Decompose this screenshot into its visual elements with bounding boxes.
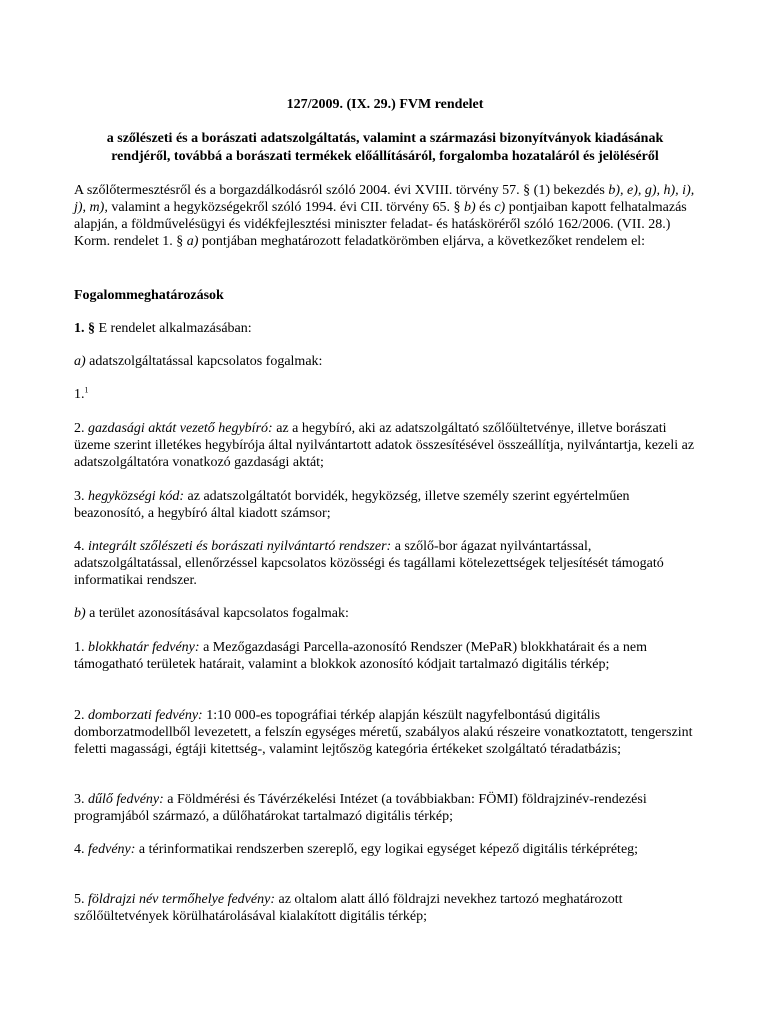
intro-text: és bbox=[475, 200, 495, 215]
item-number: 2. bbox=[74, 708, 88, 723]
definition-text: 1:10 000-es topográfiai térkép alapján készült nagyfelbontású digitális domborzatmodellből levezetett, a felszín egységes méretű, szabályos alakú részeire vonatkoztatott, tengerszint feletti magassági, égtáji kitettség-, valamint lejtőszög kategória értékeket szolgáltató téradatbázis; bbox=[74, 708, 693, 757]
item-number: 3. bbox=[74, 792, 88, 807]
defined-term: földrajzi név termőhelye fedvény: bbox=[88, 892, 275, 907]
point-text: a terület azonosításával kapcsolatos fogalmak: bbox=[85, 606, 349, 621]
defined-term: fedvény: bbox=[88, 842, 136, 857]
item-number: 4. bbox=[74, 539, 88, 554]
item-number: 5. bbox=[74, 892, 88, 907]
definition-text: az oltalom alatt álló földrajzi nevekhez tartozó meghatározott szőlőültetvények körülhatárolásával kialakított digitális térkép; bbox=[74, 892, 623, 924]
defined-term: hegyközségi kód: bbox=[88, 489, 185, 504]
section-1-paragraph bbox=[74, 320, 700, 337]
intro-ref: a) bbox=[186, 234, 199, 249]
intro-ref: b), e), g), h), i), j), m), bbox=[74, 183, 695, 215]
b-item-5-paragraph bbox=[74, 891, 700, 925]
document-title: 127/2009. (IX. 29.) FVM rendelet bbox=[286, 97, 484, 112]
defined-term: gazdasági aktát vezető hegybíró: bbox=[88, 421, 273, 436]
b-item-3-paragraph bbox=[74, 791, 700, 825]
subtitle-line-1: a szőlészeti és a borászati adatszolgáltatás, valamint a származási bizonyítványok kiadásának bbox=[106, 131, 664, 146]
section-text: E rendelet alkalmazásában: bbox=[95, 321, 252, 336]
subtitle-line-2: rendjéről, továbbá a borászati termékek előállításáról, forgalomba hozataláról és jelöléséről bbox=[111, 149, 659, 164]
definition-text: az adatszolgáltatót borvidék, hegyközség, illetve személy szerint egyértelműen beazonosító, a hegybíró által kiadott számsor; bbox=[74, 489, 630, 521]
point-text: adatszolgáltatással kapcsolatos fogalmak: bbox=[85, 354, 323, 369]
intro-ref: b) bbox=[463, 200, 476, 215]
item-2-paragraph bbox=[74, 420, 700, 471]
definition-text: a szőlő-bor ágazat nyilvántartással, adatszolgáltatással, ellenőrzéssel kapcsolatos közösségi és tagállami kötelezettségek teljesítését támogató informatikai rendszer. bbox=[74, 539, 664, 588]
item-1-paragraph bbox=[74, 386, 700, 403]
point-label: a) bbox=[74, 354, 86, 369]
intro-paragraph bbox=[74, 182, 700, 250]
intro-text: pontjaiban kapott felhatalmazás alapján, a földművelésügyi és vidékfejlesztési miniszter feladat- és hatásköréről szóló 162/2006. (VII. 28.) Korm. rendelet 1. § bbox=[74, 200, 687, 249]
definition-text: az a hegybíró, aki az adatszolgáltató szőlőültetvénye, illetve borászati üzeme szerint illetékes hegybírója által nyilvántartott adatok összesítésével összeállítja, nyilvántartja, kezeli az adatszolgáltatóra vonatkozó gazdasági aktát; bbox=[74, 421, 695, 470]
defined-term: domborzati fedvény: bbox=[88, 708, 203, 723]
b-item-1-paragraph bbox=[74, 639, 700, 673]
item-4-paragraph bbox=[74, 538, 700, 589]
intro-ref: c) bbox=[494, 200, 506, 215]
item-3-paragraph bbox=[74, 488, 700, 522]
intro-text: A szőlőtermesztésről és a borgazdálkodásról szóló 2004. évi XVIII. törvény 57. § (1) bekezdés bbox=[74, 183, 609, 198]
item-number: 2. bbox=[74, 421, 88, 436]
item-number: 4. bbox=[74, 842, 88, 857]
point-a-paragraph bbox=[74, 353, 700, 370]
footnote-marker[interactable]: 1 bbox=[84, 385, 89, 395]
definition-text: a Mezőgazdasági Parcella-azonosító Rendszer (MePaR) blokkhatárait és a nem támogatható területek határait, valamint a blokkok azonosító kódjait tartalmazó digitális térkép; bbox=[74, 640, 648, 672]
b-item-2-paragraph bbox=[74, 707, 700, 758]
defined-term: blokkhatár fedvény: bbox=[88, 640, 200, 655]
item-number: 1. bbox=[74, 387, 85, 402]
defined-term: dűlő fedvény: bbox=[88, 792, 164, 807]
point-b-paragraph bbox=[74, 605, 700, 622]
item-number: 1. bbox=[74, 640, 88, 655]
definition-text: a térinformatikai rendszerben szereplő, egy logikai egységet képező digitális térképréteg; bbox=[135, 842, 639, 857]
section-heading: Fogalommeghatározások bbox=[74, 288, 224, 303]
b-item-4-paragraph bbox=[74, 841, 700, 858]
document-subtitle bbox=[60, 130, 710, 166]
point-label: b) bbox=[74, 606, 86, 621]
section-number: 1. § bbox=[74, 321, 95, 336]
defined-term: integrált szőlészeti és borászati nyilvántartó rendszer: bbox=[88, 539, 392, 554]
intro-text: valamint a hegyközségekről szóló 1994. évi CII. törvény 65. § bbox=[107, 200, 464, 215]
item-number: 3. bbox=[74, 489, 88, 504]
definition-text: a Földmérési és Távérzékelési Intézet (a továbbiakban: FÖMI) földrajzinév-rendezési programjából származó, a dűlőhatárokat tartalmazó digitális térkép; bbox=[74, 792, 647, 824]
intro-text: pontjában meghatározott feladatkörömben eljárva, a következőket rendelem el: bbox=[198, 234, 646, 249]
